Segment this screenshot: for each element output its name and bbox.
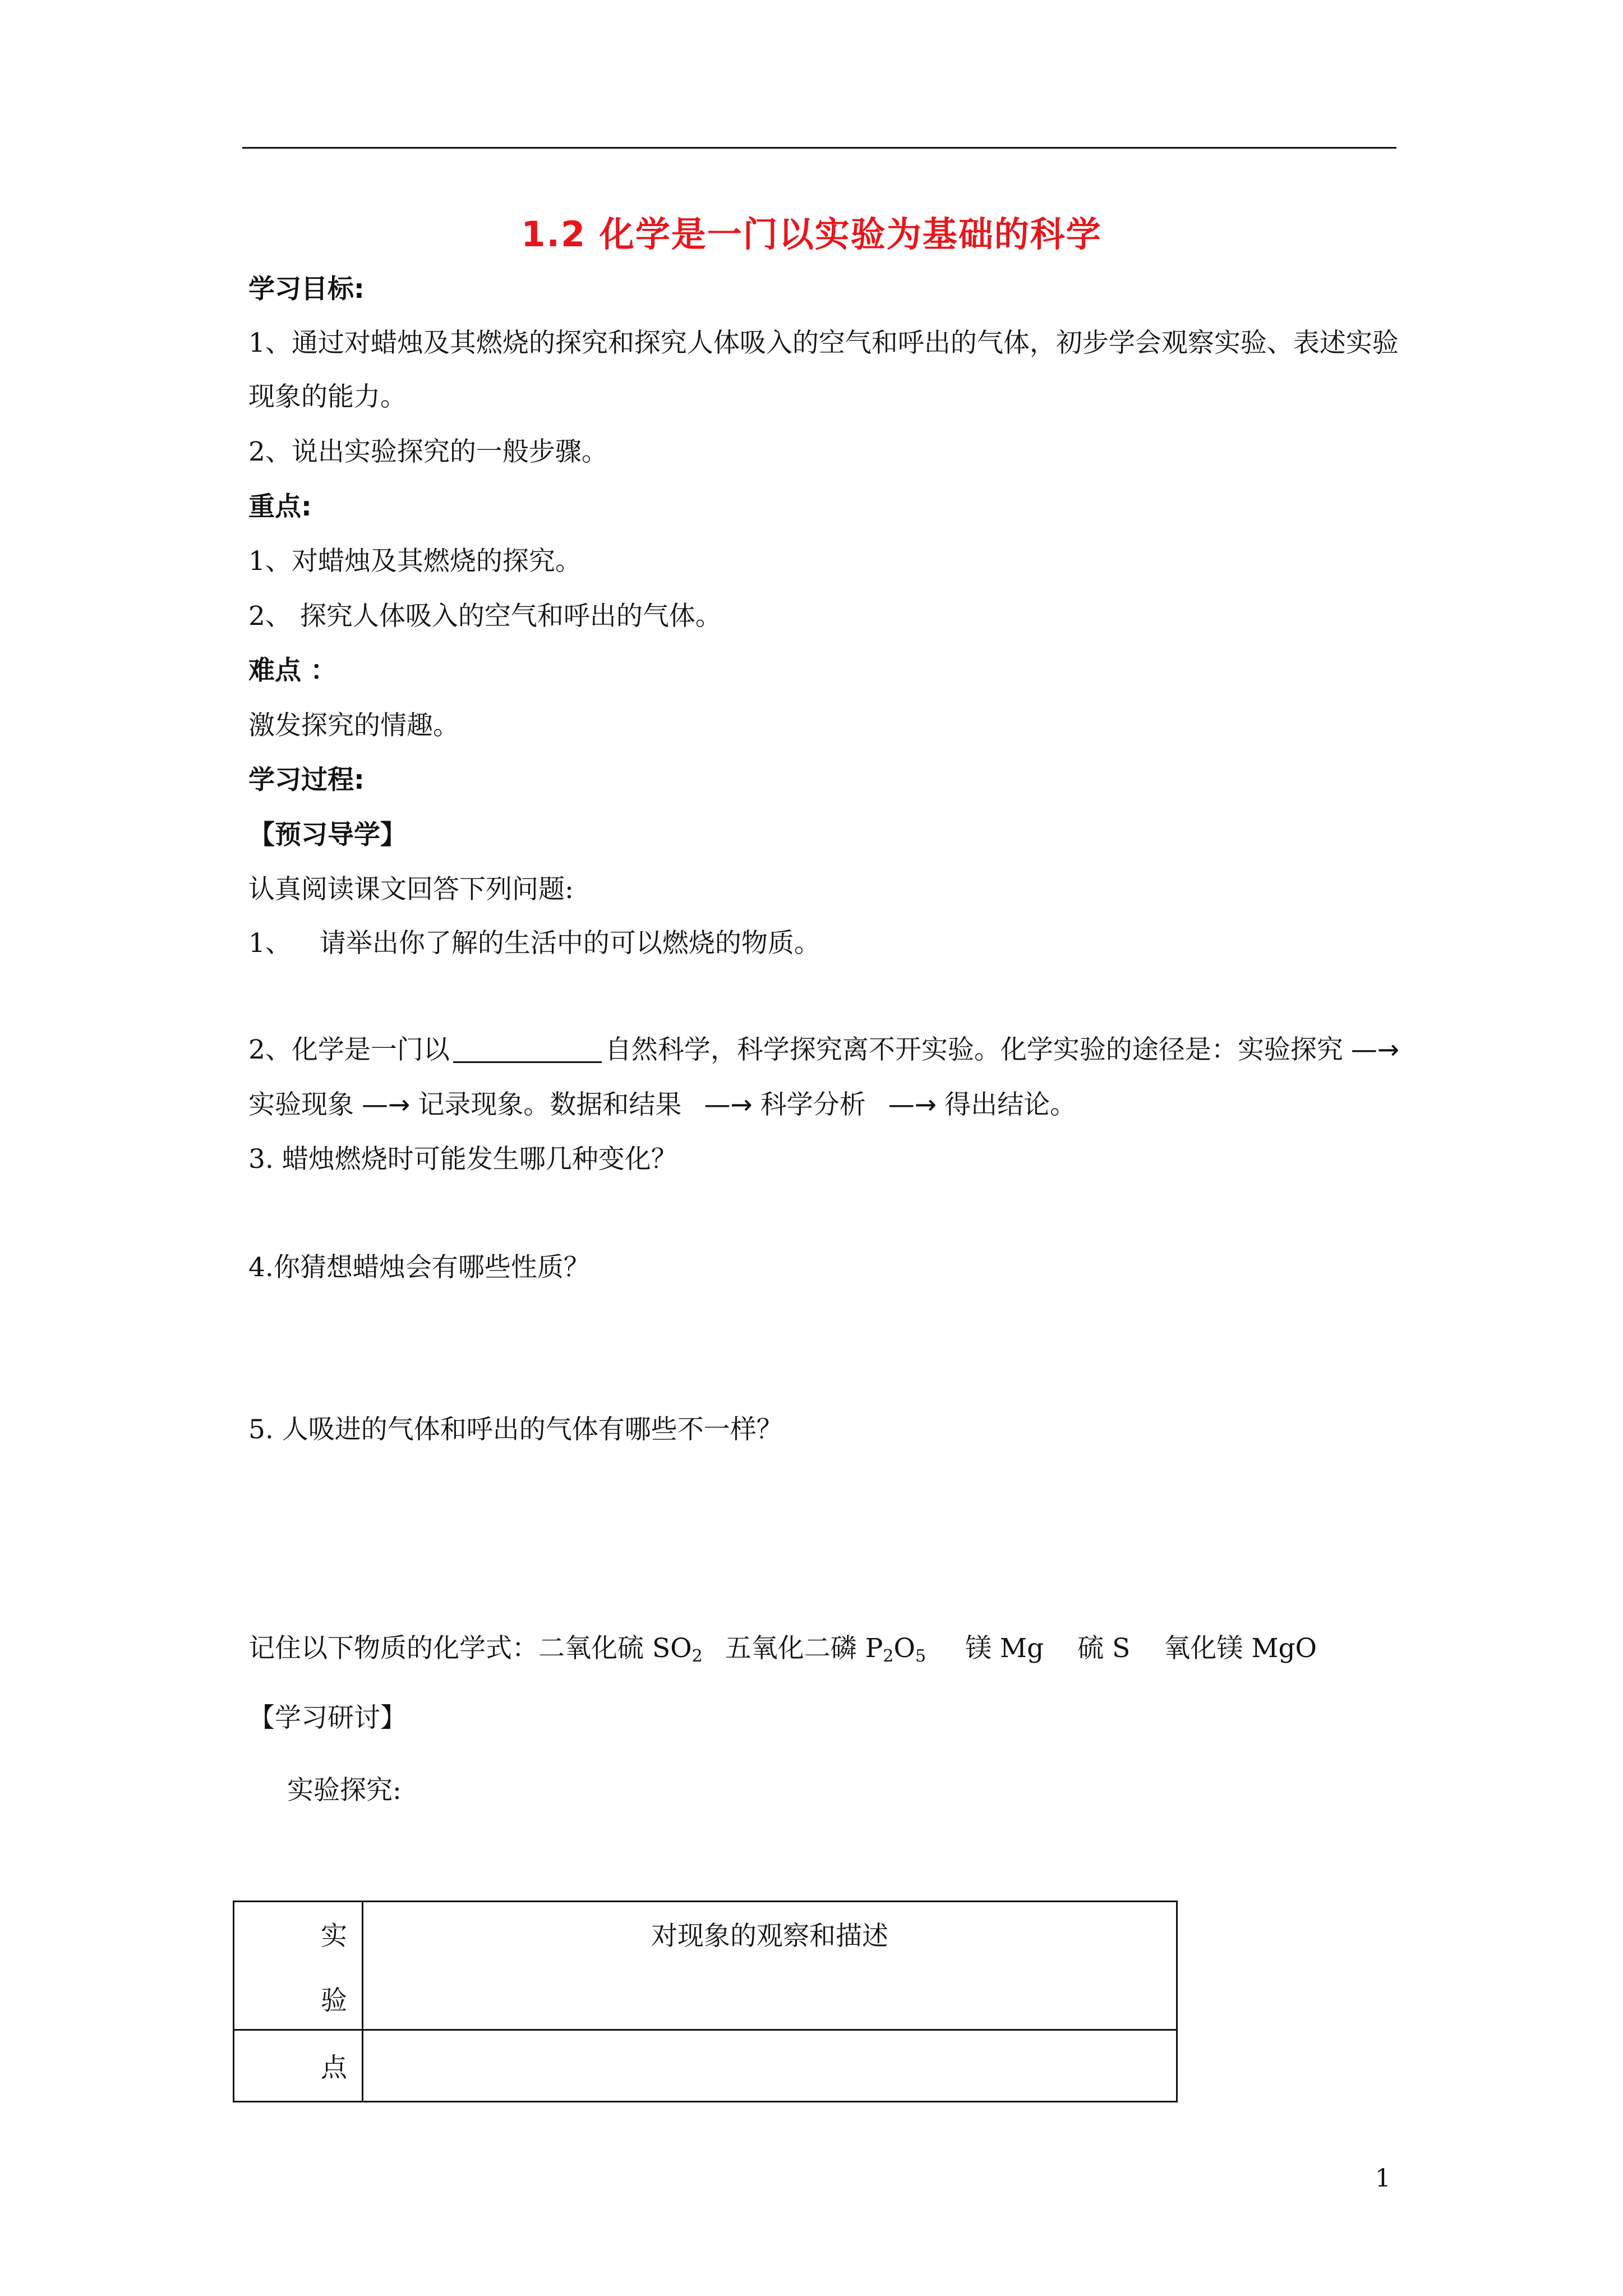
question-1-text: 请举出你了解的生活中的可以燃烧的物质。 [319,928,820,959]
preview-intro: 认真阅读课文回答下列问题: [248,874,574,905]
step-phenomenon: 实验现象 [248,1089,354,1120]
experiment-table [233,1901,1178,2102]
table-row [234,2030,1177,2102]
experiment-label: 实验探究: [287,1775,402,1806]
formula-p2o5: 五氧化二磷 $P_2O_5$ [725,1633,926,1666]
table-row [234,1902,1177,2030]
goal-1-line-2: 现象的能力。 [248,381,407,412]
preview-heading: 【预习导学】 [248,820,407,850]
formula-line [248,1633,1317,1666]
arrow-icon: —→ [1350,1034,1400,1065]
question-2-line-2 [248,1089,1077,1120]
key-point-2: 2、 探究人体吸入的空气和呼出的气体。 [248,601,722,632]
goals-heading: 学习目标: [248,274,365,305]
formula-s: 硫 S [1077,1633,1131,1664]
table-cell-experiment: 实 验 [234,1902,363,2030]
page-title: 1.2 化学是一门以实验为基础的科学 [521,214,1102,255]
question-3: 3. 蜡烛燃烧时可能发生哪几种变化？ [248,1144,677,1175]
step-record: 记录现象。数据和结果 [418,1089,682,1120]
fill-in-blank[interactable] [453,1039,602,1063]
arrow-icon: —→ [888,1089,937,1120]
table-cell-point: 点 [234,2030,363,2102]
page-number: 1 [1375,2164,1391,2193]
difficult-point-1: 激发探究的情趣。 [248,710,459,741]
goal-1-line-1: 1、通过对蜡烛及其燃烧的探究和探究人体吸入的空气和呼出的气体，初步学会观察实验、表述实验 [248,328,1399,358]
formula-so2: 二氧化硫 $SO_2$ [538,1633,703,1666]
step-conclusion: 得出结论。 [944,1089,1077,1120]
header-rule [242,147,1396,149]
question-4: 4.你猜想蜡烛会有哪些性质？ [248,1252,590,1283]
question-2-text-a: 2、化学是一门以 [248,1034,450,1065]
arrow-icon: —→ [704,1089,753,1120]
goal-2: 2、说出实验探究的一般步骤。 [248,436,608,467]
step-analysis: 科学分析 [760,1089,866,1120]
formula-mgo: 氧化镁 MgO [1164,1633,1317,1664]
question-2-line-1 [248,1034,1407,1065]
study-heading: 【学习研讨】 [248,1703,407,1733]
question-1-number: 1、 [248,928,292,959]
key-points-heading: 重点: [248,491,312,522]
key-point-1: 1、对蜡烛及其燃烧的探究。 [248,546,582,577]
formula-intro: 记住以下物质的化学式： [248,1633,538,1664]
table-cell-answer[interactable] [363,2030,1177,2102]
question-5: 5. 人吸进的气体和呼出的气体有哪些不一样？ [248,1414,783,1445]
table-cell-observation-header: 对现象的观察和描述 [363,1902,1177,2030]
process-heading: 学习过程: [248,765,365,795]
question-1 [248,928,820,959]
arrow-icon: —→ [362,1089,411,1120]
formula-mg: 镁 Mg [965,1633,1044,1664]
difficult-points-heading: 难点 ： [248,655,337,686]
question-2-text-b: 自然科学，科学探究离不开实验。化学实验的途径是：实验探究 [605,1034,1343,1065]
